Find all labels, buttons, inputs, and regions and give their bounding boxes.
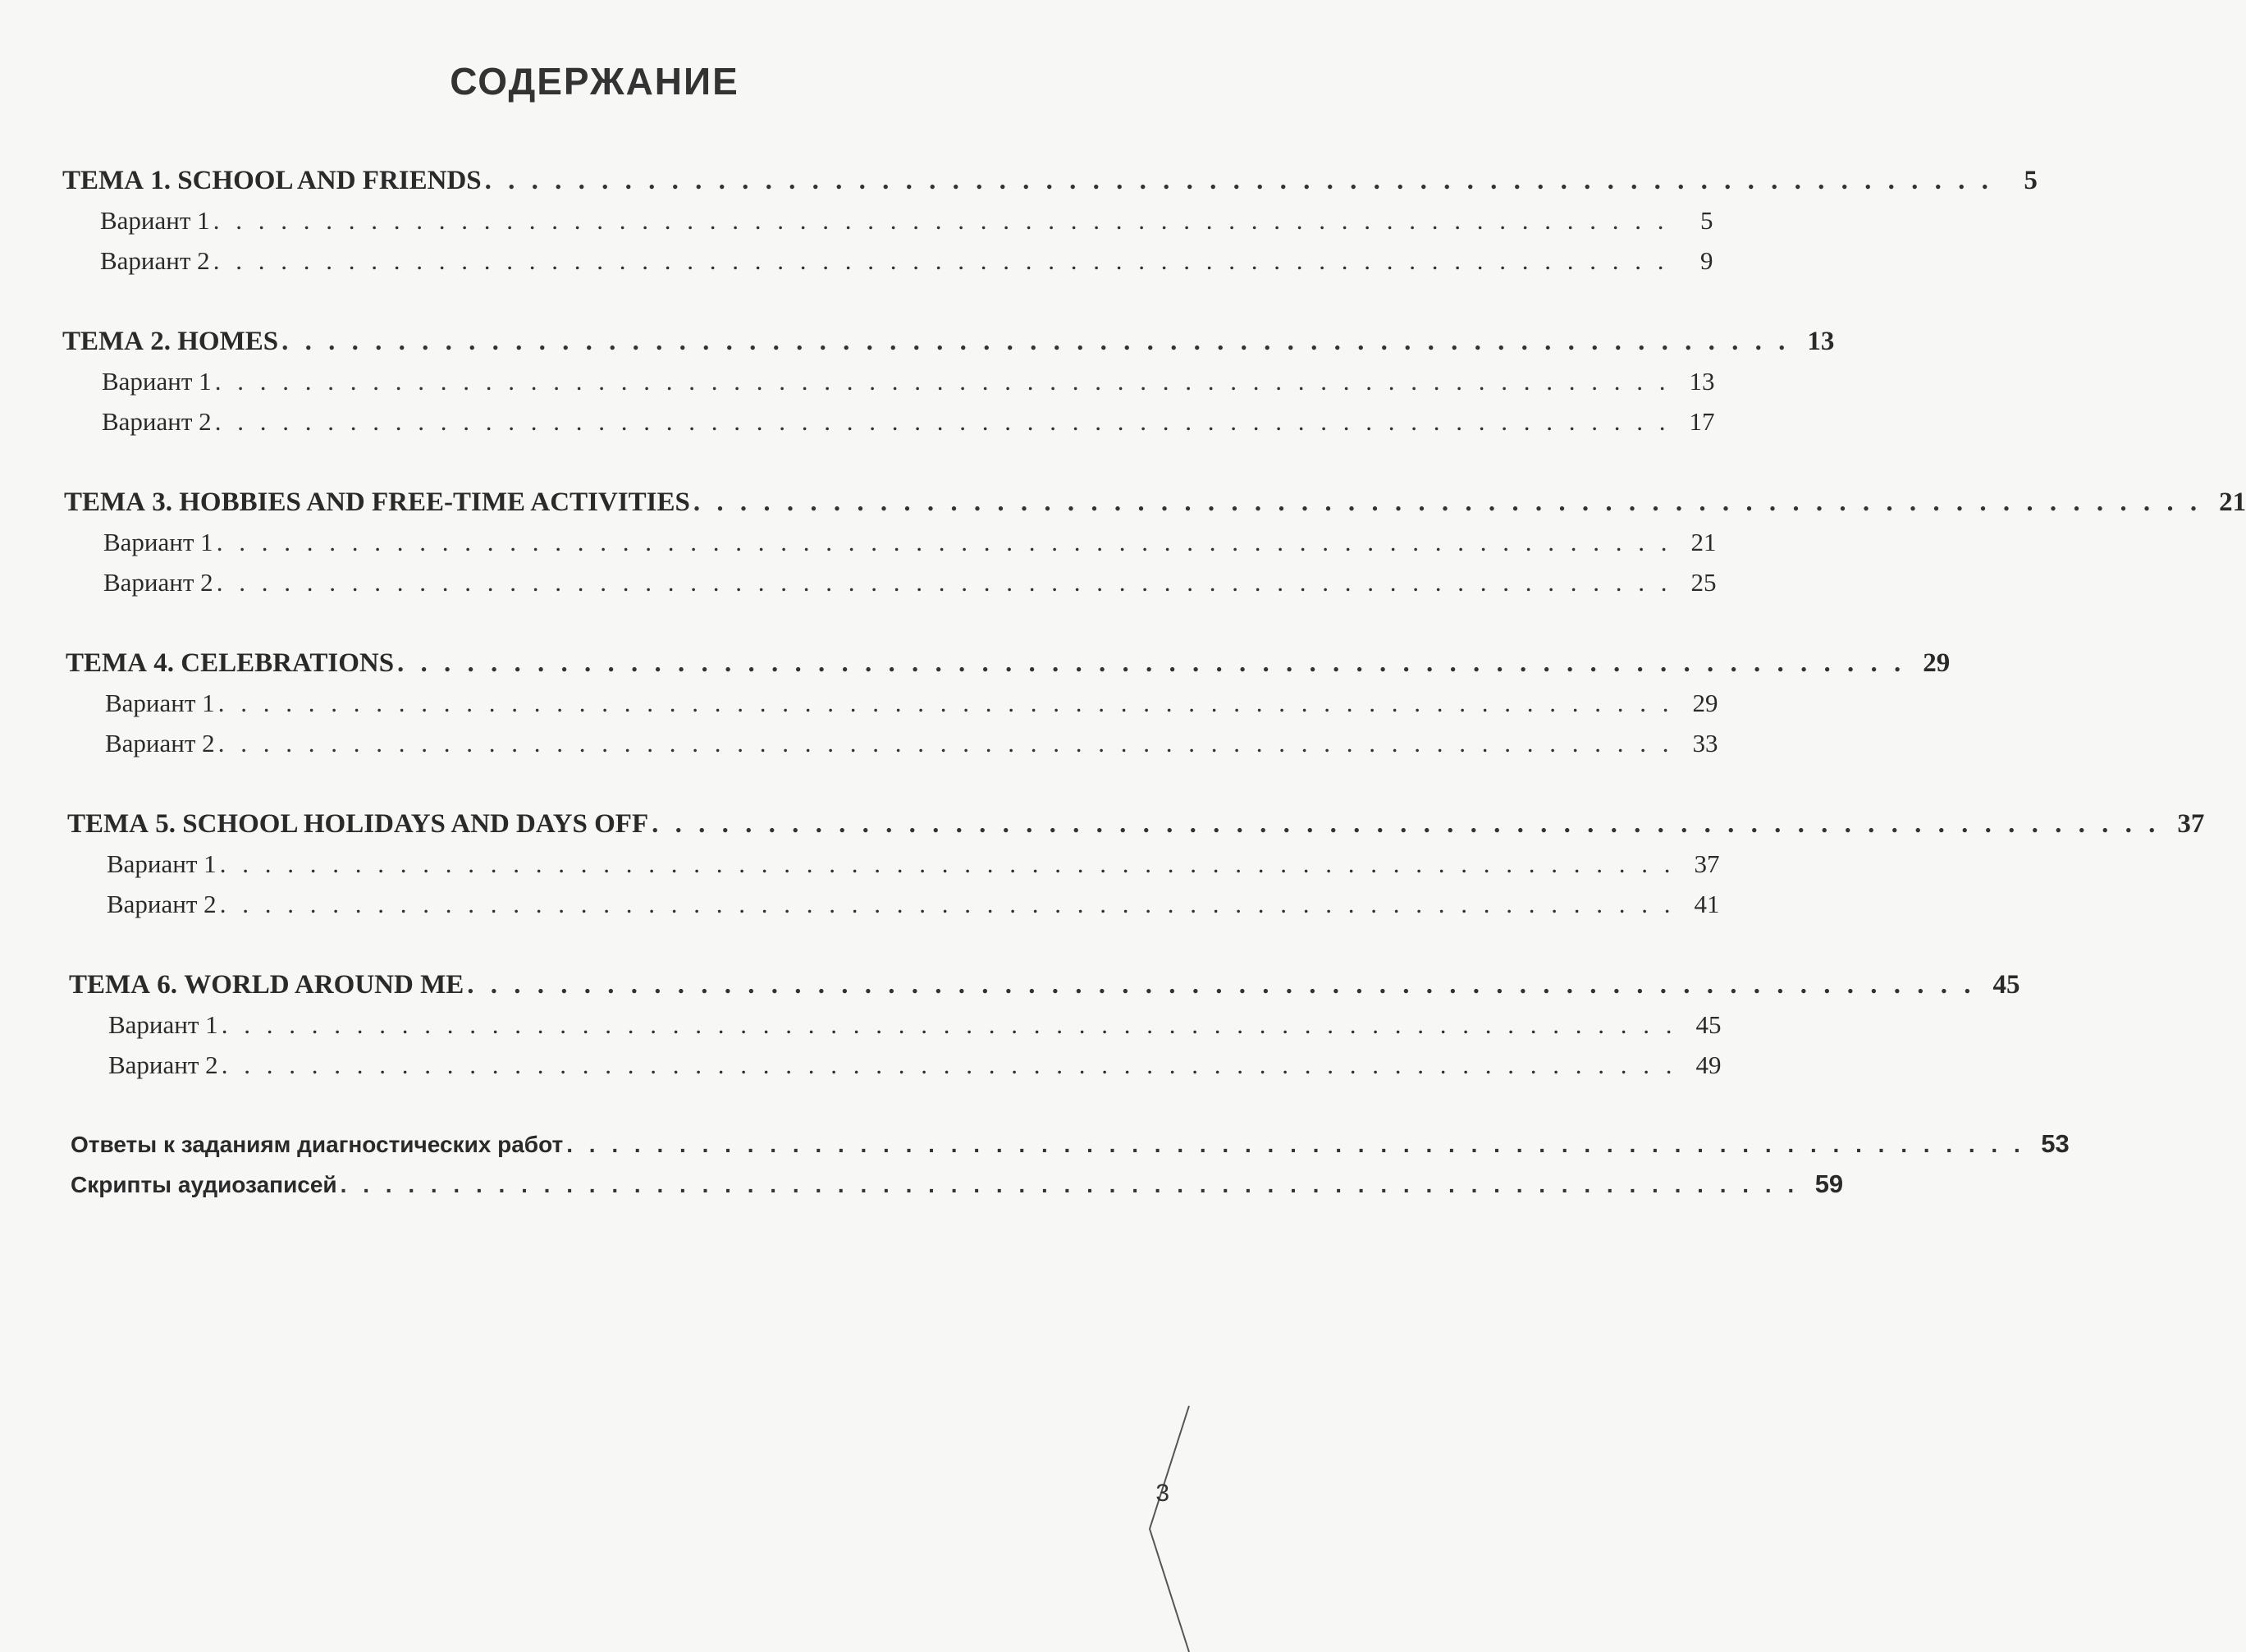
toc-page-number: 41 [1694,890,1720,918]
toc-variant-label: Вариант 1 [108,1010,218,1039]
toc-variant-label: Вариант 1 [102,367,212,396]
toc-page-number: 5 [2024,166,2038,195]
toc-page-number: 45 [1992,970,2020,1000]
toc-page-number: 13 [1689,367,1715,396]
toc-page-number: 29 [1923,648,1951,678]
toc-topic-5[interactable] [67,805,2205,843]
toc-page-number: 5 [1699,206,1713,235]
toc-variant-3-2[interactable] [103,564,1717,602]
toc-page-number: 53 [2041,1129,2070,1158]
dot-leader: . . . . . . . . . . . . . . . . . . . . . . . . . . . . . . . . . . . . . . . . . . . . . . . . . . . . . . . . . . . . . . . . . [213,206,1669,235]
dot-leader: . . . . . . . . . . . . . . . . . . . . . . . . . . . . . . . . . . . . . . . . . . . . . . . . . . . . . . . . . . . . . . . . . [217,689,1674,717]
toc-variant-2-1[interactable] [102,363,1715,400]
toc-variant-6-2[interactable] [108,1046,1722,1084]
toc-page-number: 21 [1690,528,1717,556]
toc-topic-4[interactable] [66,644,1951,682]
toc-extra-label: Ответы к заданиям диагностических работ [71,1132,564,1157]
dot-leader: . . . . . . . . . . . . . . . . . . . . . . . . . . . . . . . . . . . . . . . . . . . . . . . . . . . . . . . . . . . . . . . . . [467,970,1976,1000]
toc-page-number: 13 [1807,327,1835,356]
dot-leader: . . . . . . . . . . . . . . . . . . . . . . . . . . . . . . . . . . . . . . . . . . . . . . . . . . . . . . . . . . . . . . . . . [213,246,1669,275]
page-number: 3 [1155,1480,1169,1507]
dot-leader: . . . . . . . . . . . . . . . . . . . . . . . . . . . . . . . . . . . . . . . . . . . . . . . . . . . . . . . . . . . . . . . . . [693,487,2203,517]
toc-variant-label: Вариант 1 [103,528,213,556]
toc-variant-4-1[interactable] [105,684,1718,722]
dot-leader: . . . . . . . . . . . . . . . . . . . . . . . . . . . . . . . . . . . . . . . . . . . . . . . . . . . . . . . . . . . . . . . . . [221,1010,1677,1039]
toc-page-number: 37 [1694,849,1720,878]
toc-page-number: 9 [1699,246,1713,275]
toc-variant-label: Вариант 2 [108,1050,218,1079]
toc-topic-label: ТЕМА 2. HOMES [62,327,279,356]
toc-variant-label: Вариант 2 [103,568,213,597]
toc-topic-6[interactable] [69,966,2020,1004]
toc-page-number: 33 [1692,729,1718,757]
toc-topic-label: ТЕМА 4. CELEBRATIONS [66,648,395,678]
toc-variant-label: Вариант 2 [100,246,210,275]
toc-topic-2[interactable] [62,323,1835,360]
toc-variant-1-1[interactable] [100,202,1713,240]
toc-page-number: 45 [1695,1010,1722,1039]
toc-variant-6-1[interactable] [108,1006,1722,1044]
toc-page-number: 37 [2177,809,2205,839]
toc-page-number: 25 [1690,568,1717,597]
dot-leader: . . . . . . . . . . . . . . . . . . . . . . . . . . . . . . . . . . . . . . . . . . . . . . . . . . . . . . . . . . . . . . . . . [214,367,1671,396]
toc-topic-1[interactable] [62,162,2038,199]
dot-leader: . . . . . . . . . . . . . . . . . . . . . . . . . . . . . . . . . . . . . . . . . . . . . . . . . . . . . . . . . . . . . . . . . [652,809,2161,839]
toc-variant-3-1[interactable] [103,524,1717,561]
toc-variant-label: Вариант 1 [105,689,215,717]
dot-leader: . . . . . . . . . . . . . . . . . . . . . . . . . . . . . . . . . . . . . . . . . . . . . . . . . . . . . . . . . . . . . . . . . [216,528,1672,556]
page-title: СОДЕРЖАНИЕ [450,60,739,103]
toc-page-number: 17 [1689,407,1715,436]
toc-page-number: 29 [1692,689,1718,717]
toc-page-number: 59 [1814,1169,1844,1198]
toc-topic-label: ТЕМА 3. HOBBIES AND FREE-TIME ACTIVITIES [64,487,690,517]
dot-leader: . . . . . . . . . . . . . . . . . . . . . . . . . . . . . . . . . . . . . . . . . . . . . . . . . . . . . . . . . . . . . . . . . [397,648,1906,678]
toc-topic-label: ТЕМА 6. WORLD AROUND ME [69,970,464,1000]
toc-variant-1-2[interactable] [100,242,1713,280]
toc-variant-label: Вариант 2 [102,407,212,436]
toc-topic-3[interactable] [64,483,2246,521]
dot-leader: . . . . . . . . . . . . . . . . . . . . . . . . . . . . . . . . . . . . . . . . . . . . . . . . . . . . . . . . . . . . . . . . . [281,327,1791,356]
toc-topic-label: ТЕМА 1. SCHOOL AND FRIENDS [62,166,482,195]
dot-leader: . . . . . . . . . . . . . . . . . . . . . . . . . . . . . . . . . . . . . . . . . . . . . . . . . . . . . . . . . . . . . . . . . [484,166,1993,195]
toc-variant-label: Вариант 1 [107,849,217,878]
toc-answers[interactable] [71,1125,2070,1163]
toc-audio-scripts[interactable] [71,1165,1844,1203]
toc-variant-4-2[interactable] [105,725,1718,762]
dot-leader: . . . . . . . . . . . . . . . . . . . . . . . . . . . . . . . . . . . . . . . . . . . . . . . . . . . . . . . . . . . . . . . . . [214,407,1671,436]
toc-variant-2-2[interactable] [102,403,1715,441]
toc-variant-label: Вариант 2 [105,729,215,757]
page-corner-decoration [1099,1406,1189,1652]
dot-leader: . . . . . . . . . . . . . . . . . . . . . . . . . . . . . . . . . . . . . . . . . . . . . . . . . . . . . . . . . . . . . . . . . [217,729,1674,757]
toc-page-number: 49 [1695,1050,1722,1079]
dot-leader: . . . . . . . . . . . . . . . . . . . . . . . . . . . . . . . . . . . . . . . . . . . . . . . . . . . . . . . . . . . . . . . . . [340,1172,1800,1197]
toc-topic-label: ТЕМА 5. SCHOOL HOLIDAYS AND DAYS OFF [67,809,649,839]
toc-extra-label: Скрипты аудиозаписей [71,1172,337,1197]
dot-leader: . . . . . . . . . . . . . . . . . . . . . . . . . . . . . . . . . . . . . . . . . . . . . . . . . . . . . . . . . . . . . . . . . [216,568,1672,597]
toc-page-number: 21 [2219,487,2246,517]
toc-variant-label: Вариант 1 [100,206,210,235]
dot-leader: . . . . . . . . . . . . . . . . . . . . . . . . . . . . . . . . . . . . . . . . . . . . . . . . . . . . . . . . . . . . . . . . . [219,849,1676,878]
dot-leader: . . . . . . . . . . . . . . . . . . . . . . . . . . . . . . . . . . . . . . . . . . . . . . . . . . . . . . . . . . . . . . . . . [221,1050,1677,1079]
dot-leader: . . . . . . . . . . . . . . . . . . . . . . . . . . . . . . . . . . . . . . . . . . . . . . . . . . . . . . . . . . . . . . . . . [219,890,1676,918]
toc-variant-5-2[interactable] [107,885,1720,923]
dot-leader: . . . . . . . . . . . . . . . . . . . . . . . . . . . . . . . . . . . . . . . . . . . . . . . . . . . . . . . . . . . . . . . . . [566,1132,2025,1157]
toc-variant-label: Вариант 2 [107,890,217,918]
toc-variant-5-1[interactable] [107,845,1720,883]
